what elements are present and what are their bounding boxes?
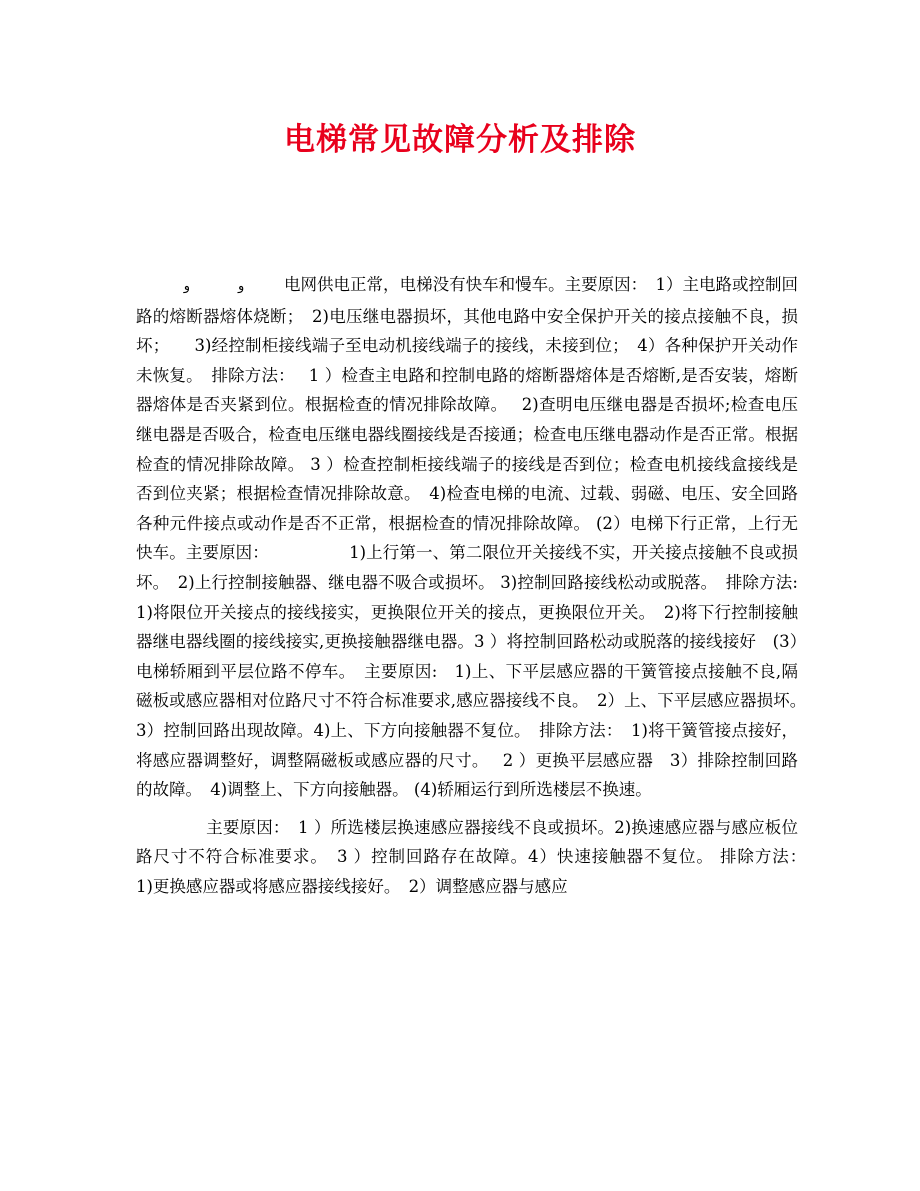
paragraph bbox=[136, 813, 820, 902]
decorative-mark: و bbox=[238, 279, 245, 294]
paragraph-text: 电网供电正常，电梯没有快车和慢车。主要原因： 1）主电路或控制回路的熔断器熔体烧断； 2)电压继电器损坏，其他电路中安全保护开关的接点接触不良，损坏； 3)经控制柜接线端子至电动机接线端子的接线，未接到位； 4）各种保护开关动作未恢复。 排除方法： 1 ）检查主电路和控制电路的熔断器熔体是否熔断,是否安装，熔断器熔体是否夹紧到位。根据检查的情况排除故障。 2)查明电压继电器是否损坏;检查电压继电器是否吸合，检查电压继电器线圈接线是否接通；检查电压继电器动作是否正常。根据检查的情况排除故障。 3 ）检查控制柜接线端子的接线是否到位；检查电机接线盒接线是否到位夹紧；根据检查情况排除故意。 4)检查电梯的电流、过载、弱磁、电压、安全回路各种元件接点或动作是否不正常，根据检查的情况排除故障。 (2）电梯下行正常，上行无快车。主要原因： 1)上行第一、第二限位开关接线不实，开关接点接触不良或损坏。 2)上行控制接触器、继电器不吸合或损坏。 3)控制回路接线松动或脱落。 排除方法: 1)将限位开关接点的接线接实，更换限位开关的接点，更换限位开关。 2)将下行控制接触器继电器线圈的接线接实,更换接触器继电器。3 ）将控制回路松动或脱落的接线接好 (3）电梯轿厢到平层位路不停车。 主要原因: 1)上、下平层感应器的干簧管接点接触不良,隔磁板或感应器相对位路尺寸不符合标准要求,感应器接线不良。 2）上、下平层感应器损坏。 3）控制回路出现故障。4)上、下方向接触器不复位。 排除方法： 1)将干簧管接点接好，将感应器调整好，调整隔磁板或感应器的尺寸。 2 ）更换平层感应器 3）排除控制回路的故障。 4)调整上、下方向接触器。 (4)轿厢运行到所选楼层不换速。 bbox=[136, 275, 831, 800]
document-body bbox=[136, 270, 831, 901]
paragraph-text: 主要原因： 1 ）所选楼层换速感应器接线不良或损坏。2)换速感应器与感应板位路尺寸不符合标准要求。 3 ）控制回路存在故障。4）快速接触器不复位。 排除方法： 1)更换感应器或将感应器接线接好。 2）调整感应器与感应 bbox=[136, 817, 820, 896]
page-title: 电梯常见故障分析及排除 bbox=[284, 122, 636, 158]
paragraph bbox=[136, 270, 831, 805]
decorative-mark: و bbox=[183, 279, 190, 294]
